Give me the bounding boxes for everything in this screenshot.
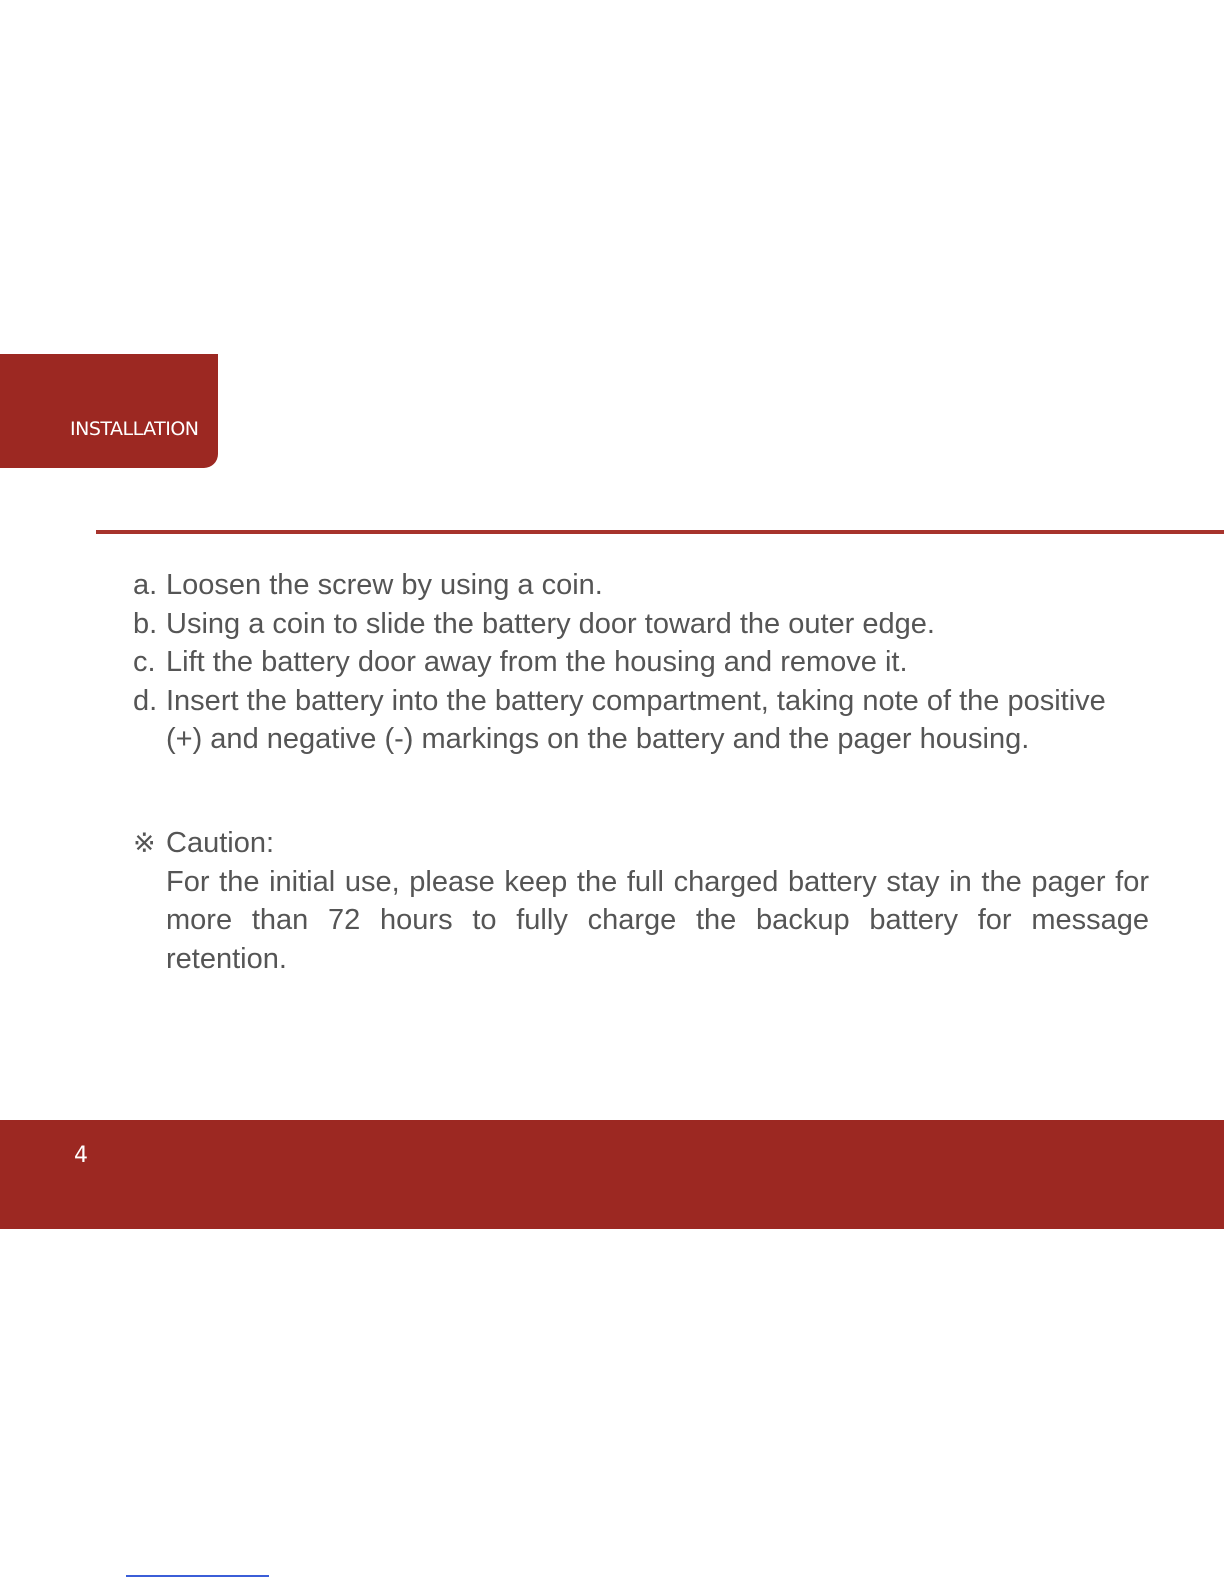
step-text: Loosen the screw by using a coin. <box>166 569 603 601</box>
step-marker: a. <box>133 569 158 601</box>
step-item <box>133 643 1149 682</box>
step-text: Lift the battery door away from the housing and remove it. <box>166 646 908 679</box>
step-item <box>133 605 1149 644</box>
page-number: 4 <box>74 1143 88 1168</box>
step-text: Using a coin to slide the battery door toward the outer edge. <box>166 607 935 640</box>
step-marker: b. <box>133 607 158 640</box>
section-title: INSTALLATION <box>70 418 199 440</box>
caution-title: Caution: <box>166 827 275 859</box>
caution-note <box>133 824 1149 978</box>
caution-text: For the initial use, please keep the full charged battery stay in the pager for more than 72 hours to fully charge the backup battery for message retention. <box>166 865 1149 975</box>
step-text: Insert the battery into the battery compartment, taking note of the positive (+) and negative (-) markings on the battery and the pager housing. <box>166 684 1106 756</box>
footer-rule <box>126 1575 269 1577</box>
step-marker: c. <box>133 646 156 679</box>
reference-mark-icon: ※ <box>133 828 156 858</box>
installation-steps <box>133 566 1149 759</box>
step-item <box>133 682 1149 759</box>
caution-heading <box>133 824 1149 863</box>
section-divider <box>96 530 1224 534</box>
section-tab <box>0 354 218 468</box>
step-item <box>133 566 1149 605</box>
footer-band <box>0 1120 1224 1229</box>
step-marker: d. <box>133 684 158 717</box>
